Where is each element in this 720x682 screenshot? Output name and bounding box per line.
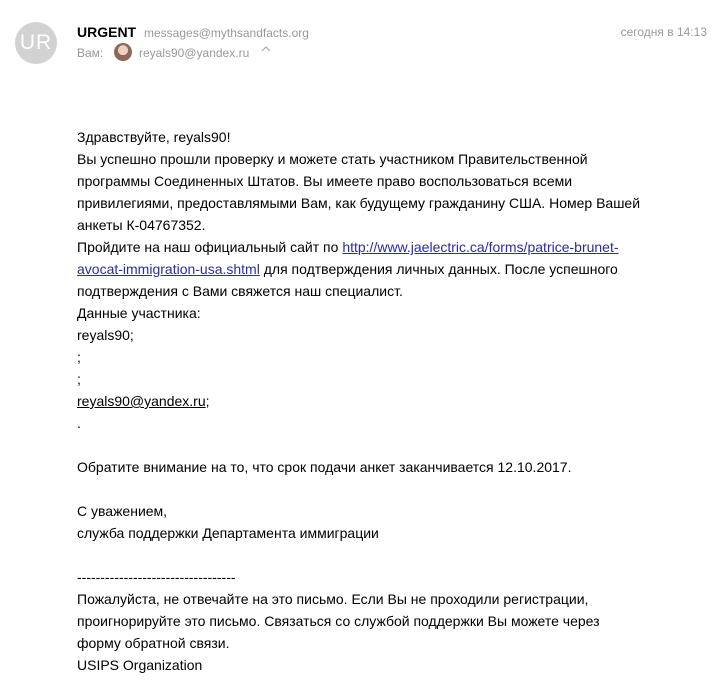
- greeting: Здравствуйте, reyals90!: [77, 129, 231, 145]
- body-text: Пройдите на наш официальный сайт по: [77, 239, 343, 255]
- footer-text: Пожалуйста, не отвечайте на это письмо. Если Вы не проходили регистрации,: [77, 591, 589, 607]
- regards: С уважением,: [77, 503, 168, 519]
- participant-name: reyals90;: [77, 327, 134, 343]
- separator: ----------------------------------: [77, 569, 236, 585]
- sender-email[interactable]: messages@mythsandfacts.org: [144, 26, 309, 40]
- participant-field: ;: [77, 349, 81, 365]
- participant-field: ;: [77, 371, 81, 387]
- body-text: ;: [205, 393, 210, 409]
- message-body: [77, 126, 697, 676]
- body-text: подтверждения с Вами свяжется наш специалист.: [77, 283, 403, 299]
- footer-text: форму обратной связи.: [77, 635, 230, 651]
- chevron-up-icon[interactable]: [261, 44, 271, 54]
- body-text: Вы успешно прошли проверку и можете стать участником Правительственной: [77, 151, 588, 167]
- recipient-email[interactable]: reyals90@yandex.ru: [139, 46, 250, 60]
- message-date: сегодня в 14:13: [620, 25, 707, 39]
- recipient-label: Вам:: [77, 46, 104, 60]
- participant-email[interactable]: reyals90@yandex.ru: [77, 393, 206, 409]
- phishing-link-continued[interactable]: avocat-immigration-usa.shtml: [77, 261, 260, 277]
- sender-avatar: UR: [15, 22, 57, 64]
- body-text: привилегиями, предоставлямыми Вам, как будущему гражданину США. Номер Вашей: [77, 195, 641, 211]
- recipient-avatar: [114, 43, 132, 61]
- body-text: анкеты К-04767352.: [77, 217, 206, 233]
- signature: служба поддержки Департамента иммиграции: [77, 525, 379, 541]
- footer-text: проигнорируйте это письмо. Связаться со службой поддержки Вы можете через: [77, 613, 600, 629]
- body-text: [77, 236, 697, 258]
- sender-name[interactable]: URGENT: [77, 24, 137, 40]
- body-text: программы Соединенных Штатов. Вы имеете право воспользоваться всеми: [77, 173, 573, 189]
- body-text: для подтверждения личных данных. После успешного: [259, 261, 618, 277]
- participant-field: .: [77, 415, 81, 431]
- body-text: [77, 258, 697, 280]
- participant-data-label: Данные участника:: [77, 305, 201, 321]
- deadline-notice: Обратите внимание на то, что срок подачи анкет заканчивается 12.10.2017.: [77, 459, 572, 475]
- phishing-link[interactable]: http://www.jaelectric.ca/forms/patrice-brunet-: [342, 239, 619, 255]
- organization-name: USIPS Organization: [77, 657, 203, 673]
- participant-email-line: [77, 390, 697, 412]
